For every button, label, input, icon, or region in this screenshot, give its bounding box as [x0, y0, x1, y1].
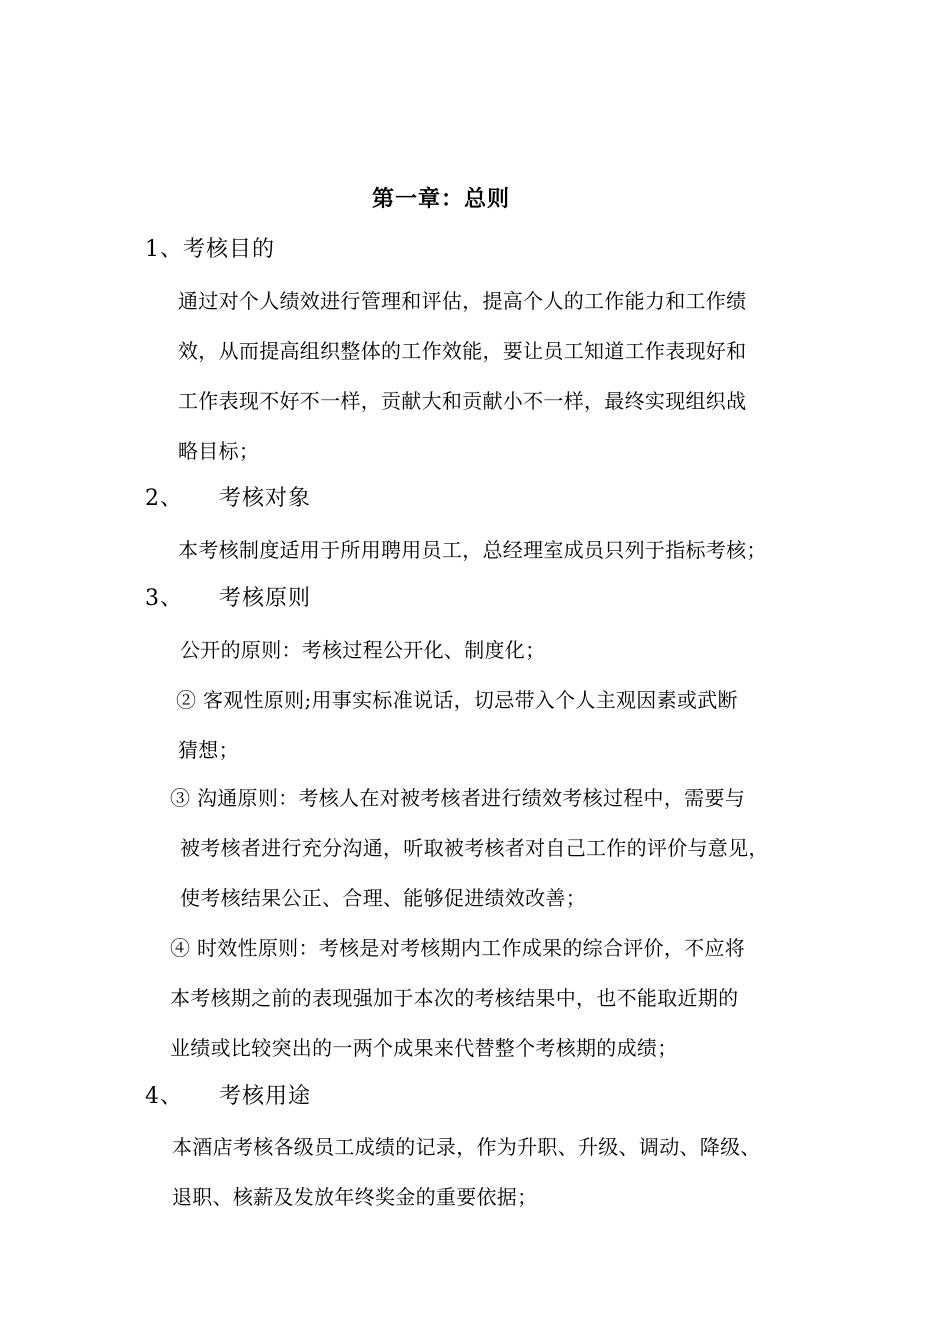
paragraph-line: ③ 沟通原则：考核人在对被考核者进行绩效考核过程中，需要与: [170, 786, 746, 810]
paragraph-line: 效，从而提高组织整体的工作效能，要让员工知道工作表现好和: [178, 339, 747, 363]
section-number: 2、: [145, 486, 183, 511]
paragraph-line: 使考核结果公正、合理、能够促进绩效改善；: [180, 886, 586, 910]
section-heading-2: [145, 485, 311, 513]
page-title: 第一章：总则: [372, 187, 511, 212]
paragraph-line: 被考核者进行充分沟通，听取被考核者对自己工作的评价与意见，: [180, 836, 769, 860]
paragraph-line: 本酒店考核各级员工成绩的记录，作为升职、升级、调动、降级、: [172, 1135, 761, 1159]
section-heading-3: [145, 585, 311, 613]
paragraph-line: 本考核制度适用于所用聘用员工，总经理室成员只列于指标考核；: [178, 538, 767, 562]
paragraph-line: 退职、核薪及发放年终奖金的重要依据；: [172, 1185, 538, 1209]
paragraph-line: ② 客观性原则;用事实标准说话，切忌带入个人主观因素或武断: [176, 688, 738, 712]
section-heading-1: [145, 236, 275, 264]
paragraph-line: 工作表现不好不一样，贡献大和贡献小不一样，最终实现组织战: [178, 389, 747, 413]
section-title: 考核用途: [219, 1084, 312, 1109]
paragraph-line: 业绩或比较突出的一两个成果来代替整个考核期的成绩；: [170, 1036, 678, 1060]
section-heading-4: [145, 1083, 311, 1111]
section-number: 4、: [145, 1084, 183, 1109]
paragraph-line: 通过对个人绩效进行管理和评估，提高个人的工作能力和工作绩: [178, 289, 747, 313]
section-title: 考核对象: [219, 486, 312, 511]
paragraph-line: 猜想；: [178, 738, 239, 762]
section-number: 3、: [145, 586, 183, 611]
section-title: 考核原则: [219, 586, 312, 611]
paragraph-line: 公开的原则：考核过程公开化、制度化；: [180, 638, 546, 662]
section-number: 1、: [145, 237, 183, 262]
paragraph-line: 本考核期之前的表现强加于本次的考核结果中，也不能取近期的: [170, 986, 739, 1010]
section-title: 考核目的: [183, 237, 276, 262]
paragraph-line: 略目标；: [178, 439, 260, 463]
paragraph-line: ④ 时效性原则：考核是对考核期内工作成果的综合评价，不应将: [170, 936, 746, 960]
